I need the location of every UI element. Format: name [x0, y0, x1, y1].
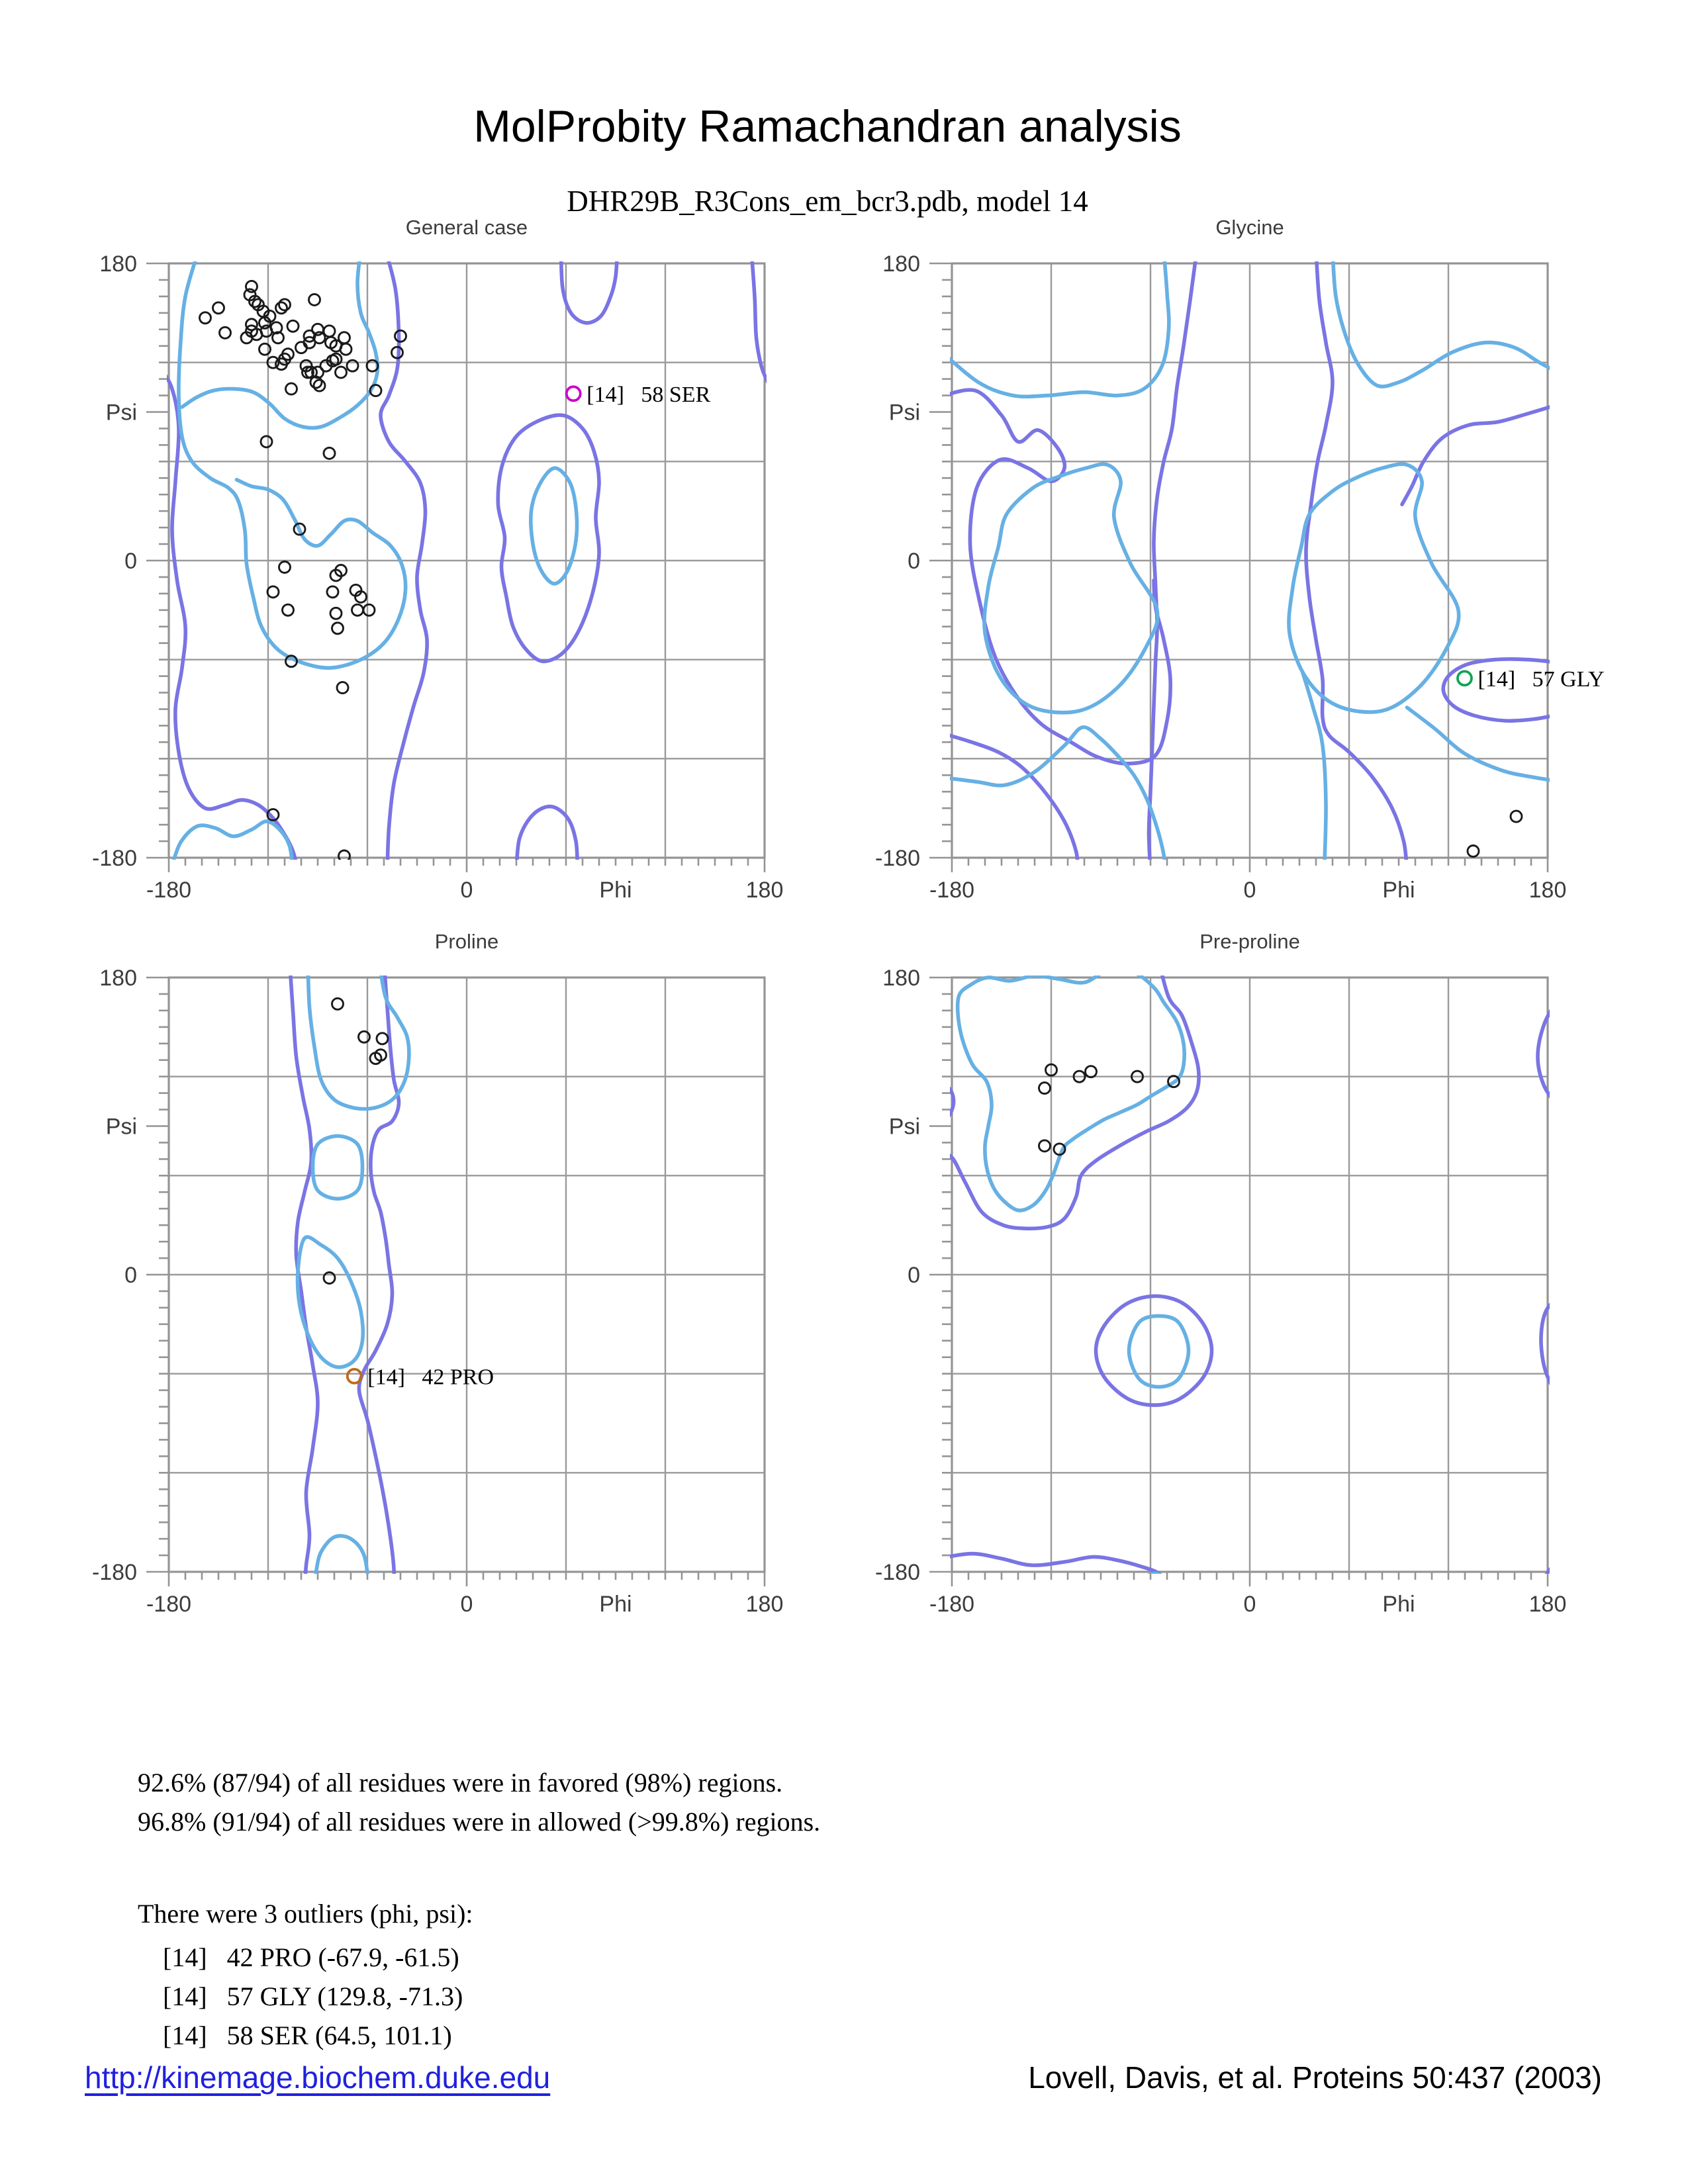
favored-contour — [984, 464, 1158, 712]
data-point — [340, 343, 352, 355]
outlier-label: [14] 58 SER — [586, 382, 711, 407]
x-axis-label: -180 — [929, 878, 975, 903]
plot-general-case — [56, 197, 877, 952]
x-axis-label: 0 — [460, 878, 473, 903]
favored-contour — [531, 468, 577, 584]
data-point — [283, 604, 294, 615]
data-point — [287, 320, 299, 332]
plot-pre-proline — [839, 911, 1660, 1666]
x-axis-label: -180 — [146, 1592, 192, 1617]
axis-ticks — [146, 978, 765, 1586]
axis-labels — [92, 251, 783, 903]
data-point — [1039, 1083, 1051, 1094]
y-axis-label: Psi — [105, 1114, 137, 1140]
outlier-item-ser: [14] 58 SER (64.5, 101.1) — [163, 2021, 452, 2050]
data-point — [213, 302, 224, 314]
outlier-item-gly: [14] 57 GLY (129.8, -71.3) — [163, 1981, 463, 2011]
y-axis-label: Psi — [888, 400, 920, 426]
favored-contour — [1129, 1316, 1189, 1387]
y-axis-label: Psi — [888, 1114, 920, 1140]
x-axis-label: 180 — [745, 878, 784, 903]
favored-contour — [314, 1536, 369, 1588]
allowed-contour — [751, 250, 774, 392]
allowed-contour — [1538, 994, 1561, 1110]
outlier-marker — [567, 387, 581, 400]
data-point — [1086, 1066, 1097, 1077]
x-axis-label: 0 — [460, 1592, 473, 1617]
y-axis-label: -180 — [874, 1560, 920, 1585]
summary-stats — [138, 1763, 820, 1841]
y-axis-label: 180 — [99, 251, 137, 277]
scatter-points — [1039, 1064, 1180, 1155]
allowed-contour — [1402, 404, 1561, 504]
plot-title: Proline — [434, 930, 499, 953]
allowed-contour — [939, 390, 1170, 764]
axis-ticks — [146, 263, 765, 872]
plot-proline — [56, 911, 877, 1666]
allowed-contour — [939, 1554, 1167, 1585]
y-axis-label: 180 — [882, 966, 920, 991]
data-point — [267, 586, 279, 598]
x-axis-label: 180 — [1528, 878, 1567, 903]
scatter-points — [200, 281, 406, 862]
y-axis-label: 180 — [882, 251, 920, 277]
allowed-contour — [159, 366, 298, 871]
data-point — [363, 604, 375, 615]
data-point — [279, 299, 291, 310]
data-point — [339, 332, 350, 343]
y-axis-label: -180 — [874, 846, 920, 871]
data-point — [352, 604, 363, 615]
data-point — [330, 608, 342, 619]
scatter-points — [1468, 811, 1522, 856]
data-point — [332, 998, 344, 1009]
data-point — [1039, 1140, 1051, 1152]
outlier-label: [14] 42 PRO — [367, 1365, 494, 1390]
allowed-contour — [516, 807, 578, 871]
plot-glycine — [839, 197, 1660, 952]
outlier-label: [14] 57 GLY — [1477, 666, 1605, 692]
data-point — [261, 436, 272, 447]
y-axis-label: Psi — [105, 400, 137, 426]
allowed-stat-line: 96.8% (91/94) of all residues were in allowed (>99.8%) regions. — [138, 1807, 821, 1837]
favored-contour — [1141, 1574, 1169, 1588]
x-axis-label: Phi — [599, 1592, 632, 1617]
gridlines — [169, 978, 765, 1572]
x-axis-label: Phi — [1382, 1592, 1415, 1617]
y-axis-label: -180 — [91, 846, 137, 871]
axis-labels — [92, 966, 783, 1617]
plot-title: Glycine — [1215, 216, 1284, 239]
data-point — [286, 383, 297, 394]
outliers-heading: There were 3 outliers (phi, psi): — [138, 1899, 473, 1929]
data-point — [377, 1033, 388, 1044]
model-subtitle: DHR29B_R3Cons_em_bcr3.pdb, model 14 — [567, 185, 1088, 218]
y-axis-label: -180 — [91, 1560, 137, 1585]
plot-title: General case — [405, 216, 528, 239]
data-point — [332, 623, 344, 634]
allowed-contour — [1541, 1295, 1561, 1397]
data-point — [337, 682, 348, 694]
gridlines — [169, 263, 765, 858]
data-point — [220, 327, 231, 338]
kinemage-link[interactable]: http://kinemage.biochem.duke.edu — [85, 2060, 551, 2095]
x-axis-label: 180 — [745, 1592, 784, 1617]
x-axis-label: 180 — [1528, 1592, 1567, 1617]
data-point — [339, 850, 350, 862]
x-axis-label: 0 — [1243, 878, 1256, 903]
favored-contour — [313, 1136, 363, 1199]
data-point — [324, 447, 335, 459]
favored-stat-line: 92.6% (87/94) of all residues were in favored (98%) regions. — [138, 1768, 783, 1797]
page-title: MolProbity Ramachandran analysis — [473, 101, 1182, 152]
data-point — [309, 294, 320, 305]
axis-ticks — [929, 978, 1548, 1586]
axis-labels — [875, 966, 1566, 1617]
favored-contour — [939, 250, 1169, 396]
favored-contour — [1333, 250, 1561, 387]
y-axis-label: 0 — [908, 1263, 920, 1288]
allowed-contour — [1096, 1296, 1212, 1405]
outlier-list — [163, 1938, 463, 2055]
data-point — [200, 312, 211, 324]
allowed-contour — [939, 961, 1199, 1228]
allowed-contour — [498, 415, 599, 661]
y-axis-label: 0 — [124, 1263, 137, 1288]
x-axis-label: -180 — [146, 878, 192, 903]
y-axis-label: 0 — [124, 549, 137, 574]
favored-contour — [182, 250, 377, 428]
data-point — [1468, 846, 1479, 857]
data-point — [276, 302, 287, 314]
y-axis-label: 0 — [908, 549, 920, 574]
data-point — [324, 326, 335, 337]
x-axis-label: Phi — [1382, 878, 1415, 903]
favored-contour — [1289, 464, 1459, 712]
outlier-marker — [1458, 671, 1472, 685]
x-axis-label: Phi — [599, 878, 632, 903]
x-axis-label: 0 — [1243, 1592, 1256, 1617]
data-point — [327, 586, 338, 598]
data-point — [1511, 811, 1522, 822]
outlier-marker — [348, 1369, 361, 1383]
data-point — [279, 562, 291, 573]
data-point — [336, 367, 347, 378]
favored-contour — [298, 1237, 363, 1367]
plot-title: Pre-proline — [1199, 930, 1300, 953]
x-axis-label: -180 — [929, 1592, 975, 1617]
favored-contour — [171, 821, 293, 871]
gridlines — [952, 978, 1548, 1572]
citation-text: Lovell, Davis, et al. Proteins 50:437 (2003) — [1028, 2060, 1602, 2095]
outlier-item-pro: [14] 42 PRO (-67.9, -61.5) — [163, 1942, 459, 1972]
allowed-contour — [561, 250, 618, 323]
data-point — [296, 342, 307, 353]
y-axis-label: 180 — [99, 966, 137, 991]
